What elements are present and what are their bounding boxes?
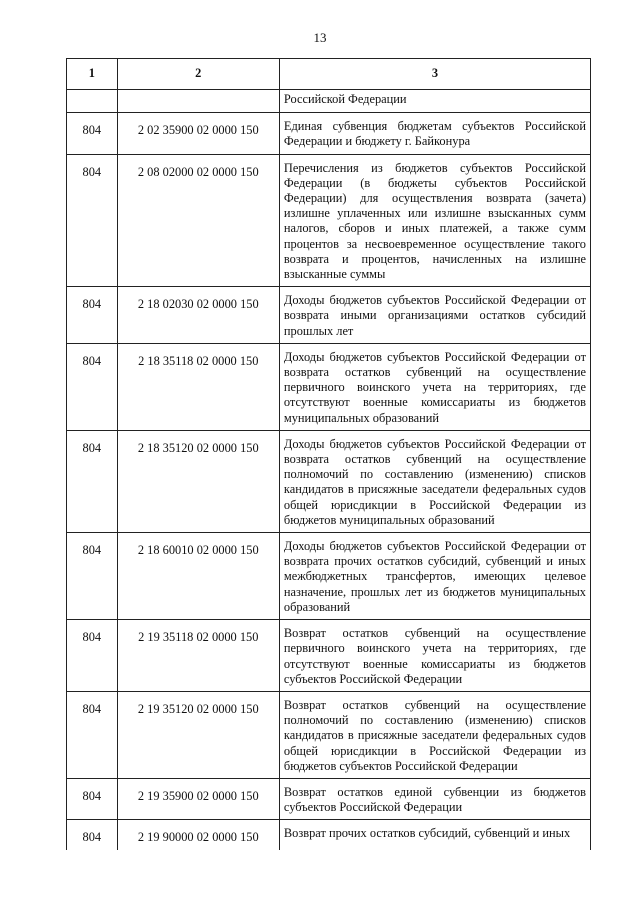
description-cell: Российской Федерации <box>279 90 590 113</box>
description-cell: Возврат остатков единой субвенции из бюджетов субъектов Российской Федерации <box>279 778 590 819</box>
page-number: 13 <box>313 30 327 45</box>
description-cell: Единая субвенция бюджетам субъектов Российской Федерации и бюджету г. Байконура <box>279 113 590 154</box>
table-row <box>67 430 591 532</box>
budget-classification-table <box>66 58 591 850</box>
admin-code-cell: 804 <box>67 691 118 778</box>
description-cell: Перечисления из бюджетов субъектов Российской Федерации (в бюджеты субъектов Российской Федерации) для осуществления возврата (зачета) излишне уплаченных или излишне взысканных сумм налогов, сборов и иных платежей, а также сумм процентов за несвоевременное осуществление такого возврата и процентов, начисленных на излишне взысканные суммы <box>279 154 590 287</box>
admin-code-cell: 804 <box>67 154 118 287</box>
admin-code-cell: 804 <box>67 113 118 154</box>
budget-code-cell: 2 18 02030 02 0000 150 <box>117 287 279 344</box>
header-col-1: 1 <box>67 59 118 90</box>
table-header-row <box>67 59 591 90</box>
header-col-3: 3 <box>279 59 590 90</box>
admin-code-cell: 804 <box>67 778 118 819</box>
budget-code-cell: 2 19 35120 02 0000 150 <box>117 691 279 778</box>
budget-code-cell: 2 19 90000 02 0000 150 <box>117 820 279 850</box>
budget-code-cell: 2 19 35900 02 0000 150 <box>117 778 279 819</box>
description-cell: Доходы бюджетов субъектов Российской Федерации от возврата остатков субвенций на осуществление первичного воинского учета на территориях, где отсутствуют военные комиссариаты из бюджетов муниципальных образований <box>279 343 590 430</box>
budget-code-cell: 2 18 35120 02 0000 150 <box>117 430 279 532</box>
description-cell: Возврат остатков субвенций на осуществление первичного воинского учета на территориях, где отсутствуют военные комиссариаты из бюджетов субъектов Российской Федерации <box>279 620 590 692</box>
description-cell: Возврат прочих остатков субсидий, субвенций и иных <box>279 820 590 850</box>
table-row <box>67 820 591 850</box>
table-row <box>67 620 591 692</box>
description-cell: Доходы бюджетов субъектов Российской Федерации от возврата прочих остатков субсидий, субвенций и иных межбюджетных трансфертов, имеющих целевое назначение, прошлых лет из бюджетов муниципальных образований <box>279 533 590 620</box>
budget-code-cell: 2 18 35118 02 0000 150 <box>117 343 279 430</box>
admin-code-cell: 804 <box>67 820 118 850</box>
admin-code-cell: 804 <box>67 430 118 532</box>
description-cell: Доходы бюджетов субъектов Российской Федерации от возврата остатков субвенций на осуществление полномочий по составлению (изменению) списков кандидатов в присяжные заседатели федеральных судов общей юрисдикции в Российской Федерации из бюджетов муниципальных образований <box>279 430 590 532</box>
admin-code-cell: 804 <box>67 343 118 430</box>
admin-code-cell <box>67 90 118 113</box>
admin-code-cell: 804 <box>67 533 118 620</box>
budget-code-cell: 2 18 60010 02 0000 150 <box>117 533 279 620</box>
budget-code-cell: 2 19 35118 02 0000 150 <box>117 620 279 692</box>
table-row <box>67 778 591 819</box>
table-row <box>67 90 591 113</box>
budget-code-cell <box>117 90 279 113</box>
description-cell: Возврат остатков субвенций на осуществление полномочий по составлению (изменению) списков кандидатов в присяжные заседатели федеральных судов общей юрисдикции в Российской Федерации из бюджетов субъектов Российской Федерации <box>279 691 590 778</box>
table-row <box>67 154 591 287</box>
budget-code-cell: 2 08 02000 02 0000 150 <box>117 154 279 287</box>
description-cell: Доходы бюджетов субъектов Российской Федерации от возврата иными организациями остатков субсидий прошлых лет <box>279 287 590 344</box>
table-row <box>67 343 591 430</box>
table-row <box>67 691 591 778</box>
table-row <box>67 287 591 344</box>
admin-code-cell: 804 <box>67 287 118 344</box>
budget-code-cell: 2 02 35900 02 0000 150 <box>117 113 279 154</box>
table-row <box>67 113 591 154</box>
table-row <box>67 533 591 620</box>
header-col-2: 2 <box>117 59 279 90</box>
admin-code-cell: 804 <box>67 620 118 692</box>
